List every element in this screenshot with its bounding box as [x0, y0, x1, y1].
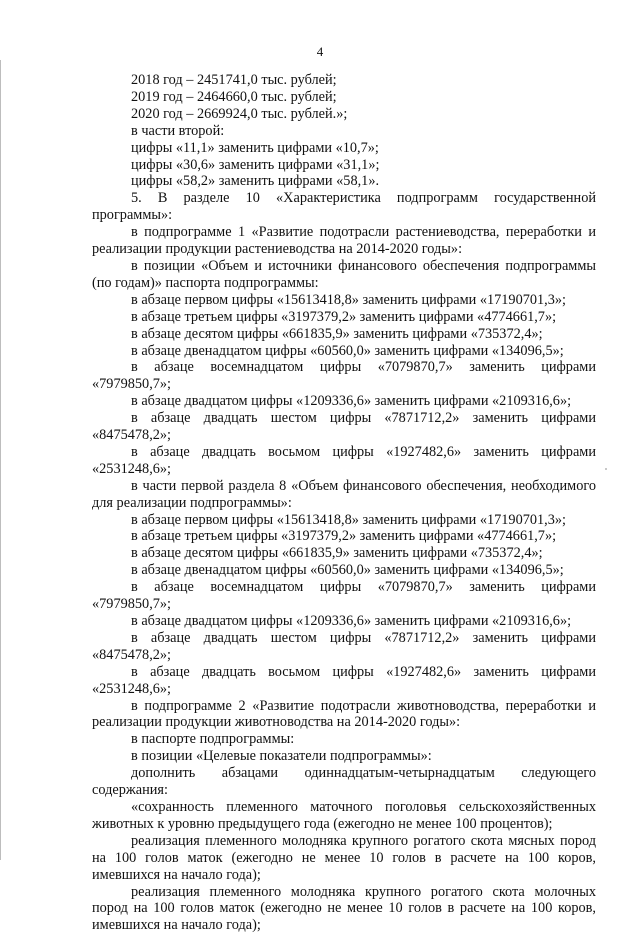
paragraph: в позиции «Объем и источники финансового обеспечения подпрограммы (по годам)» паспорта подпрограммы:	[92, 258, 596, 292]
paragraph: 2018 год – 2451741,0 тыс. рублей;	[92, 72, 596, 89]
paragraph: в абзаце двенадцатом цифры «60560,0» заменить цифрами «134096,5»;	[92, 562, 596, 579]
paragraph: в подпрограмме 1 «Развитие подотрасли растениеводства, переработки и реализации продукции растениеводства на 2014-2020 годы»:	[92, 224, 596, 258]
paragraph: в абзаце десятом цифры «661835,9» заменить цифрами «735372,4»;	[92, 326, 596, 343]
paragraph: в части второй:	[92, 123, 596, 140]
scan-speck	[605, 468, 607, 470]
paragraph: в абзаце двадцать шестом цифры «7871712,2» заменить цифрами «8475478,2»;	[92, 410, 596, 444]
paragraph: в позиции «Целевые показатели подпрограммы»:	[92, 748, 596, 765]
document-body	[92, 72, 596, 934]
paragraph: в абзаце третьем цифры «3197379,2» заменить цифрами «4774661,7»;	[92, 528, 596, 545]
paragraph: «сохранность племенного маточного поголовья сельскохозяйственных животных к уровню предыдущего года (ежегодно не менее 100 процентов);	[92, 799, 596, 833]
paragraph: в абзаце двадцать шестом цифры «7871712,2» заменить цифрами «8475478,2»;	[92, 630, 596, 664]
paragraph: 2020 год – 2669924,0 тыс. рублей.»;	[92, 106, 596, 123]
paragraph: в абзаце двадцатом цифры «1209336,6» заменить цифрами «2109316,6»;	[92, 613, 596, 630]
page-number: 4	[0, 44, 640, 60]
paragraph: цифры «11,1» заменить цифрами «10,7»;	[92, 140, 596, 157]
paragraph: в абзаце восемнадцатом цифры «7079870,7» заменить цифрами «7979850,7»;	[92, 579, 596, 613]
paragraph: реализация племенного молодняка крупного рогатого скота мясных пород на 100 голов маток (ежегодно не менее 10 голов в расчете на 100 коров, имевшихся на начало года);	[92, 833, 596, 884]
paragraph: в абзаце первом цифры «15613418,8» заменить цифрами «17190701,3»;	[92, 292, 596, 309]
paragraph: в абзаце первом цифры «15613418,8» заменить цифрами «17190701,3»;	[92, 512, 596, 529]
paragraph: 2019 год – 2464660,0 тыс. рублей;	[92, 89, 596, 106]
paragraph: цифры «30,6» заменить цифрами «31,1»;	[92, 157, 596, 174]
paragraph: в абзаце двадцатом цифры «1209336,6» заменить цифрами «2109316,6»;	[92, 393, 596, 410]
paragraph: в абзаце десятом цифры «661835,9» заменить цифрами «735372,4»;	[92, 545, 596, 562]
paragraph: в подпрограмме 2 «Развитие подотрасли животноводства, переработки и реализации продукции животноводства на 2014-2020 годы»:	[92, 698, 596, 732]
paragraph: в абзаце третьем цифры «3197379,2» заменить цифрами «4774661,7»;	[92, 309, 596, 326]
paragraph: 5. В разделе 10 «Характеристика подпрограмм государственной программы»:	[92, 190, 596, 224]
paragraph: реализация племенного молодняка крупного рогатого скота молочных пород на 100 голов маток (ежегодно не менее 10 голов в расчете на 100 коров, имевшихся на начало года);	[92, 884, 596, 934]
scan-edge-mark	[0, 60, 1, 860]
paragraph: в части первой раздела 8 «Объем финансового обеспечения, необходимого для реализации подпрограммы»:	[92, 478, 596, 512]
paragraph: в абзаце двадцать восьмом цифры «1927482,6» заменить цифрами «2531248,6»;	[92, 444, 596, 478]
paragraph: в абзаце двадцать восьмом цифры «1927482,6» заменить цифрами «2531248,6»;	[92, 664, 596, 698]
paragraph: дополнить абзацами одиннадцатым-четырнадцатым следующего содержания:	[92, 765, 596, 799]
paragraph: в паспорте подпрограммы:	[92, 731, 596, 748]
paragraph: в абзаце двенадцатом цифры «60560,0» заменить цифрами «134096,5»;	[92, 343, 596, 360]
paragraph: цифры «58,2» заменить цифрами «58,1».	[92, 173, 596, 190]
paragraph: в абзаце восемнадцатом цифры «7079870,7» заменить цифрами «7979850,7»;	[92, 359, 596, 393]
